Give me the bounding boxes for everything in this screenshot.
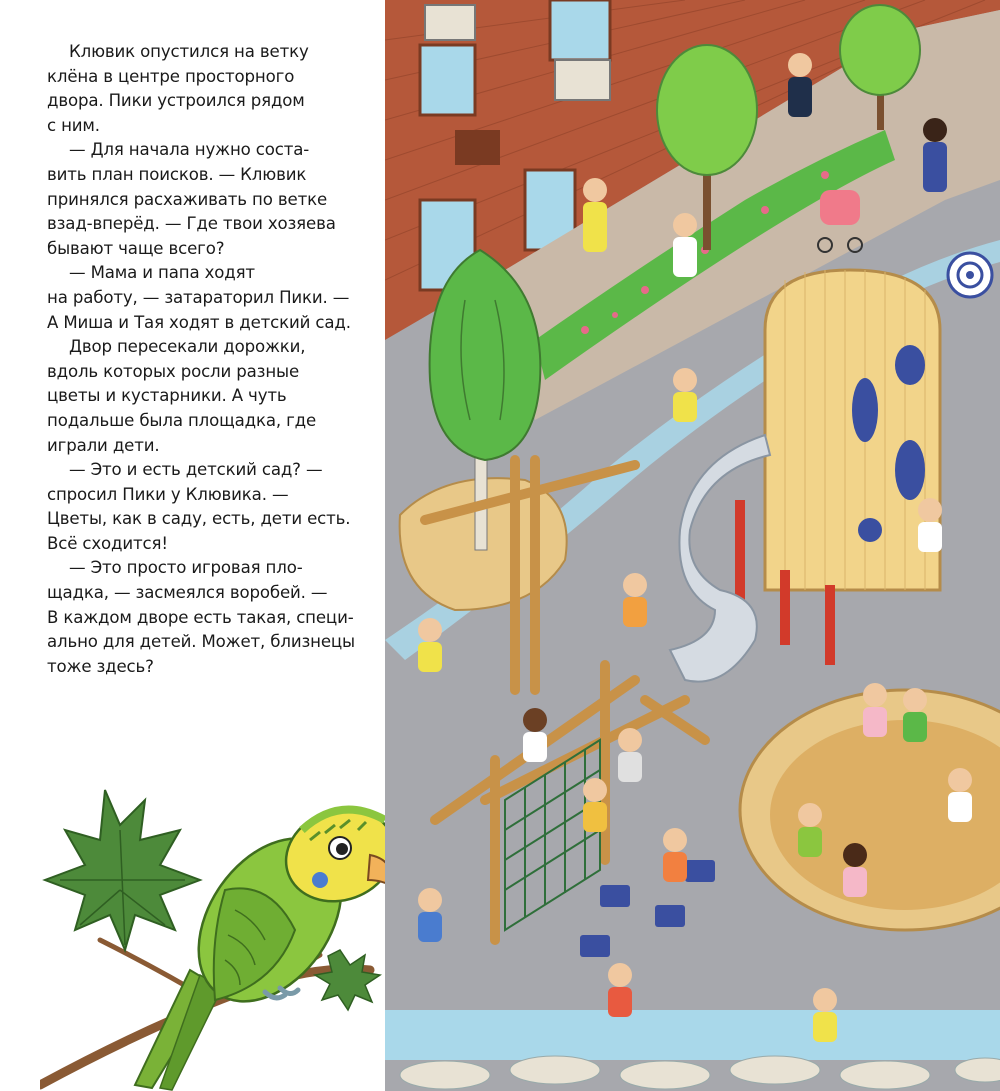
story-paragraph [47, 458, 372, 556]
parrot-illustration [40, 770, 400, 1091]
story-line: с ним. [47, 115, 100, 135]
story-line: А Миша и Тая ходят в детский сад. [47, 312, 351, 332]
playground-illustration [385, 0, 1000, 1091]
story-line: двора. Пики устроился рядом [47, 91, 305, 111]
story-paragraph [47, 335, 372, 458]
story-line: В каждом дворе есть такая, специ- [47, 607, 354, 627]
maple-leaf-icon [45, 790, 200, 950]
story-line: Цветы, как в саду, есть, дети есть. [47, 509, 351, 529]
story-paragraph [47, 261, 372, 335]
story-line: взад-вперёд. — Где твои хозяева [47, 214, 336, 234]
story-line: ально для детей. Может, близнецы [47, 632, 356, 652]
maple-leaf-small-icon [315, 950, 380, 1010]
story-line: бывают чаще всего? [47, 238, 225, 258]
story-line: — Мама и папа ходят [69, 263, 255, 283]
story-line: — Это и есть детский сад? — [69, 460, 323, 480]
story-line: вдоль которых росли разные [47, 361, 300, 381]
story-line: спросил Пики у Клювика. — [47, 484, 289, 504]
story-line: — Для начала нужно соста- [69, 140, 310, 160]
story-line: на работу, — затараторил Пики. — [47, 287, 350, 307]
story-line: цветы и кустарники. А чуть [47, 386, 287, 406]
story-line: тоже здесь? [47, 656, 154, 676]
story-line: Всё сходится! [47, 533, 168, 553]
story-text [47, 40, 372, 679]
story-line: подальше была площадка, где [47, 410, 317, 430]
story-paragraph [47, 556, 372, 679]
story-line: — Это просто игровая пло- [69, 558, 303, 578]
story-paragraph [47, 138, 372, 261]
story-line: Двор пересекали дорожки, [69, 337, 306, 357]
bottom-water [385, 1010, 1000, 1060]
story-line: принялся расхаживать по ветке [47, 189, 328, 209]
story-line: вить план поисков. — Клювик [47, 164, 307, 184]
story-line: щадка, — засмеялся воробей. — [47, 583, 328, 603]
story-line: клёна в центре просторного [47, 66, 295, 86]
story-line: играли дети. [47, 435, 160, 455]
text-column [0, 0, 385, 1091]
story-paragraph [47, 40, 372, 138]
story-line: Клювик опустился на ветку [69, 42, 309, 61]
spiral-sign [948, 253, 992, 297]
